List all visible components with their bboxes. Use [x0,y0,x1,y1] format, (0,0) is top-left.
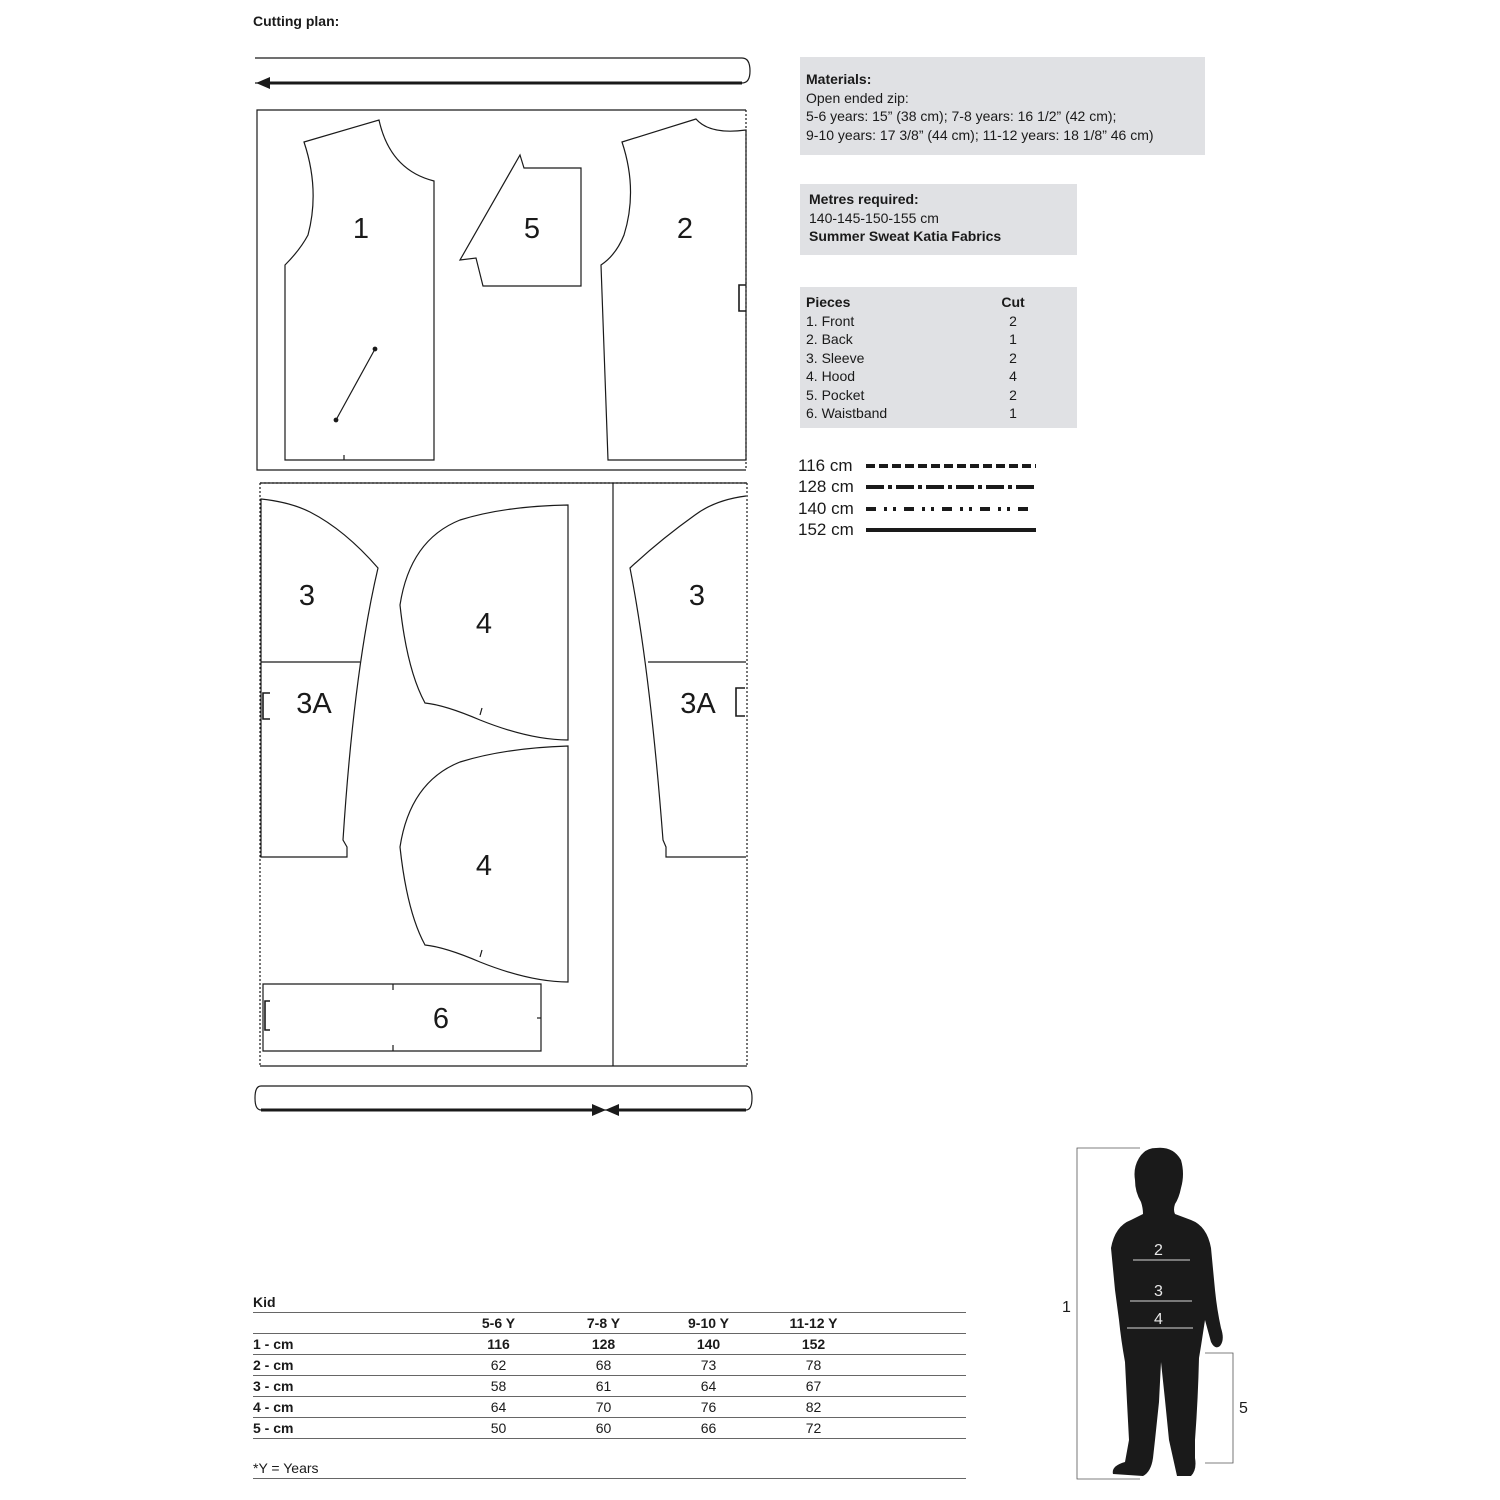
top-selvedge [255,58,750,83]
legend-row-116 [798,455,1039,477]
piece-row [806,386,1028,405]
pieces-table [806,293,1028,423]
size-table [253,1292,966,1439]
years-note: *Y = Years [253,1458,966,1479]
table-cell: 152 [761,1334,866,1355]
legend-row-152 [798,520,1039,542]
table-cell: 140 [656,1334,761,1355]
table-cell: 62 [446,1355,551,1376]
metres-heading: Metres required: [809,191,919,207]
row-label: 1 - cm [253,1334,446,1355]
table-row [253,1418,966,1439]
figure-label-3: 3 [1154,1283,1163,1300]
table-row [253,1355,966,1376]
figure-label-4: 4 [1154,1311,1163,1328]
table-cell: 116 [446,1334,551,1355]
cutting-plan-diagram [250,50,760,1120]
row-label: 4 - cm [253,1397,446,1418]
label-piece-3a-left: 3A [296,688,332,720]
piece-cut: 2 [1009,349,1017,366]
piece-cut: 1 [1009,331,1017,347]
figure-label-1: 1 [1062,1299,1071,1316]
table-cell: 72 [761,1418,866,1439]
bottom-selvedge [255,1086,752,1110]
piece-row [806,349,1028,368]
piece-name: 3. Sleeve [806,349,865,366]
table-cell: 68 [551,1355,656,1376]
piece-name: 1. Front [806,312,855,329]
metres-box [800,184,1077,255]
table-cell: 60 [551,1418,656,1439]
table-cell: 64 [446,1397,551,1418]
table-header-row [253,1313,966,1334]
legend-label: 140 cm [798,498,854,518]
materials-line: 5-6 years: 15” (38 cm); 7-8 years: 16 1/2” (42 cm); [806,108,1117,124]
table-cell: 70 [551,1397,656,1418]
table-cell: 78 [761,1355,866,1376]
dash-dot-dot-line-icon [864,505,1039,513]
column-header: 11-12 Y [761,1313,866,1334]
page-title: Cutting plan: [253,13,340,29]
label-piece-5: 5 [523,213,541,245]
size-table-caption: Kid [253,1294,276,1310]
piece-cut: 1 [1009,405,1017,421]
column-header: 7-8 Y [551,1313,656,1334]
piece-back [601,119,746,460]
materials-heading: Materials: [806,71,872,87]
column-header: 9-10 Y [656,1313,761,1334]
table-cell: 76 [656,1397,761,1418]
label-piece-6: 6 [432,1003,450,1035]
child-measurement-figure [1055,1140,1270,1490]
figure-label-2: 2 [1154,1242,1163,1259]
row-label: 3 - cm [253,1376,446,1397]
materials-box [800,57,1205,155]
label-piece-4-bottom: 4 [475,850,493,882]
piece-cut: 2 [1009,386,1017,403]
legend-row-140 [798,498,1039,520]
table-cell: 66 [656,1418,761,1439]
piece-row [806,367,1028,386]
table-cell: 50 [446,1418,551,1439]
cut-header: Cut [1001,294,1025,310]
table-row [253,1376,966,1397]
piece-name: 2. Back [806,331,853,347]
table-row [253,1334,966,1355]
dash-dot-line-icon [864,483,1039,491]
label-piece-4-top: 4 [475,608,493,640]
table-cell: 128 [551,1334,656,1355]
piece-pocket [460,155,581,286]
child-silhouette-icon [1111,1148,1223,1476]
column-header [253,1313,446,1334]
table-cell: 58 [446,1376,551,1397]
fabric-name: Summer Sweat Katia Fabrics [809,228,1002,244]
upper-panel [257,110,746,470]
legend-label: 152 cm [798,520,854,540]
label-piece-1: 1 [352,213,370,245]
column-header: 5-6 Y [446,1313,551,1334]
piece-waistband [263,984,541,1051]
piece-name: 4. Hood [806,368,856,384]
piece-sleeve-right [630,496,746,857]
metres-value: 140-145-150-155 cm [809,209,939,226]
piece-name: 6. Waistband [806,405,888,421]
legend-label: 128 cm [798,477,854,497]
legend-label: 116 cm [798,455,853,475]
piece-row [806,404,1028,423]
piece-cut: 4 [1009,368,1017,384]
piece-sleeve-left [261,499,378,857]
materials-line: 9-10 years: 17 3/8” (44 cm); 11-12 years: 18 1/8” 46 cm) [806,126,1154,143]
pieces-box [800,287,1077,428]
table-cell: 73 [656,1355,761,1376]
pieces-header: Pieces [806,294,851,310]
piece-row [806,330,1028,349]
label-piece-3a-right: 3A [680,688,716,720]
size-line-legend [798,455,1039,541]
row-label: 2 - cm [253,1355,446,1376]
piece-row [806,312,1028,331]
piece-cut: 2 [1009,312,1017,329]
dashed-line-icon [864,462,1039,470]
table-cell: 64 [656,1376,761,1397]
table-row [253,1397,966,1418]
row-label: 5 - cm [253,1418,446,1439]
label-piece-3-left: 3 [298,580,316,612]
table-cell: 61 [551,1376,656,1397]
label-piece-3-right: 3 [688,580,706,612]
solid-line-icon [864,526,1039,534]
figure-label-5: 5 [1239,1400,1248,1417]
table-cell: 67 [761,1376,866,1397]
pieces-header-row [806,293,1028,312]
table-cell: 82 [761,1397,866,1418]
legend-row-128 [798,477,1039,499]
piece-front [285,120,434,460]
materials-line: Open ended zip: [806,89,909,106]
piece-name: 5. Pocket [806,386,865,403]
label-piece-2: 2 [676,213,694,245]
